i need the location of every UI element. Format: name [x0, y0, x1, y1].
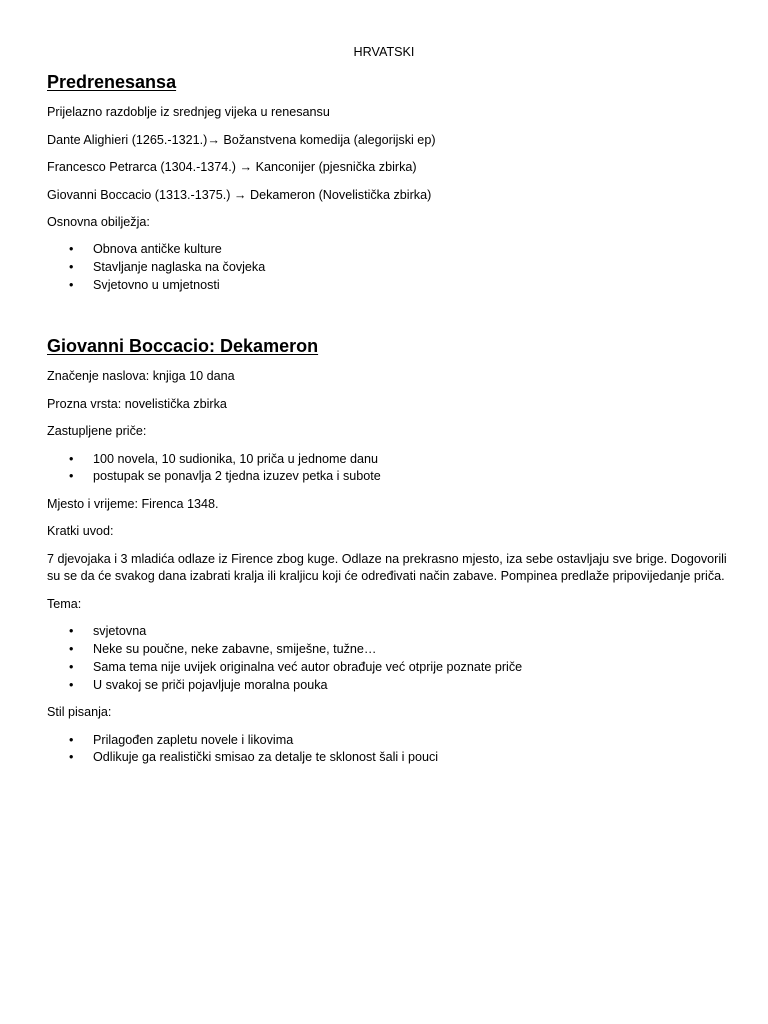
list-item — [47, 241, 727, 259]
theme-label: Tema: — [47, 596, 82, 611]
stories-label: Zastupljene priče: — [47, 424, 147, 439]
document-header: HRVATSKI — [353, 45, 415, 59]
list-item — [47, 451, 727, 469]
list-item — [47, 677, 727, 695]
list-item — [47, 749, 727, 767]
intro-label: Kratki uvod: — [47, 524, 114, 539]
list-item-text: Stavljanje naglaska na čovjeka — [93, 260, 266, 275]
bullet-icon: • — [69, 260, 74, 275]
list-item-text: Prilagođen zapletu novele i likovima — [93, 732, 294, 747]
section-title: Predrenesansa — [47, 72, 177, 92]
list-item — [47, 732, 727, 750]
bullet-icon: • — [69, 242, 74, 257]
list-item-text: Svjetovno u umjetnosti — [93, 278, 220, 293]
bullet-icon: • — [69, 624, 74, 639]
list-item-text: Obnova antičke kulture — [93, 242, 222, 257]
intro-paragraph: Prijelazno razdoblje iz srednjeg vijeka u renesansu — [47, 105, 330, 120]
list-item-text: svjetovna — [93, 624, 147, 639]
bullet-icon: • — [69, 469, 74, 484]
prose-type-line: Prozna vrsta: novelistička zbirka — [47, 396, 227, 411]
list-item-text: U svakoj se priči pojavljuje moralna pouka — [93, 677, 328, 692]
list-item — [47, 641, 727, 659]
list-item-text: 100 novela, 10 sudionika, 10 priča u jednome danu — [93, 451, 378, 466]
bullet-icon: • — [69, 732, 74, 747]
list-item — [47, 277, 727, 295]
place-time-line: Mjesto i vrijeme: Firenca 1348. — [47, 496, 219, 511]
section-dekameron — [47, 335, 727, 777]
bullet-icon: • — [69, 451, 74, 466]
section-predrenesansa — [47, 71, 727, 304]
author-line: Giovanni Boccacio (1313.-1375.) → Dekameron (Novelistička zbirka) — [47, 187, 432, 202]
bullet-icon: • — [69, 659, 74, 674]
list-item — [47, 623, 727, 641]
author-line: Dante Alighieri (1265.-1321.)→ Božanstvena komedija (alegorijski ep) — [47, 132, 436, 147]
bullet-icon: • — [69, 642, 74, 657]
style-list — [47, 732, 727, 768]
theme-list — [47, 623, 727, 695]
style-label: Stil pisanja: — [47, 705, 112, 720]
list-item — [47, 659, 727, 677]
list-item-text: Odlikuje ga realistički smisao za detalje te sklonost šali i pouci — [93, 750, 439, 765]
list-item-text: Sama tema nije uvijek originalna već autor obrađuje već otprije poznate priče — [93, 659, 523, 674]
stories-list — [47, 451, 727, 487]
list-item — [47, 259, 727, 277]
bullet-icon: • — [69, 677, 74, 692]
list-item-text: postupak se ponavlja 2 tjedna izuzev petka i subote — [93, 469, 381, 484]
features-list — [47, 241, 727, 295]
intro-paragraph: 7 djevojaka i 3 mladića odlaze iz Firence zbog kuge. Odlaze na prekrasno mjesto, iza sebe ostavljaju sve brige. Dogovorili su se da će svakog dana izabrati kralja ili kraljicu koji će određivati način zabave. Pompinea predlaže pripovijedanje priča. — [47, 551, 727, 584]
section-title: Giovanni Boccacio: Dekameron — [47, 336, 319, 356]
bullet-icon: • — [69, 278, 74, 293]
features-label: Osnovna obilježja: — [47, 214, 150, 229]
list-item — [47, 468, 727, 486]
meaning-line: Značenje naslova: knjiga 10 dana — [47, 369, 235, 384]
list-item-text: Neke su poučne, neke zabavne, smiješne, tužne… — [93, 642, 377, 657]
author-line: Francesco Petrarca (1304.-1374.) → Kanconijer (pjesnička zbirka) — [47, 160, 417, 175]
bullet-icon: • — [69, 750, 74, 765]
